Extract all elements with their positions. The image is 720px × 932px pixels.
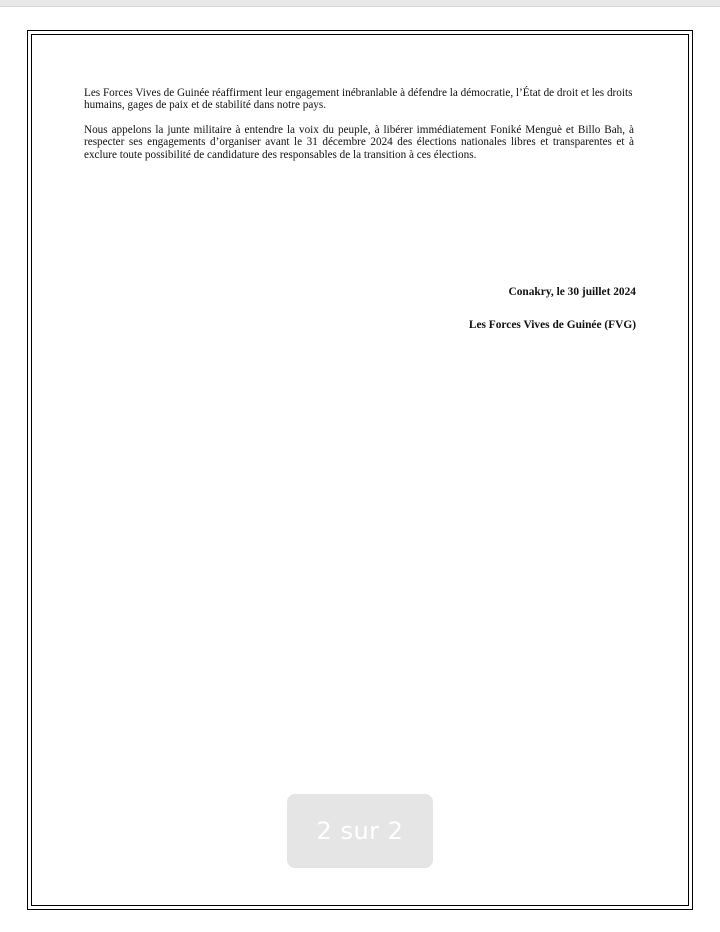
signature-organization: Les Forces Vives de Guinée (FVG) [468, 319, 636, 331]
paragraph-commitment: Les Forces Vives de Guinée réaffirment leur engagement inébranlable à défendre la démocratie, l’État de droit et les droits humains, gages de paix et de stabilité dans notre pays. [84, 87, 633, 112]
paragraph-appeal: Nous appelons la junte militaire à entendre la voix du peuple, à libérer immédiatement Foniké Menguè et Billo Bah, à respecter ses engagements d’organiser avant le 31 décembre 2024 des élections nationales libres et transparentes et à exclure toute possibilité de candidature des responsables de la transition à ces élections. [84, 123, 634, 161]
viewer-top-edge [0, 0, 720, 7]
signature-date: Conakry, le 30 juillet 2024 [508, 286, 636, 298]
page-indicator: 2 sur 2 [287, 794, 433, 868]
page-content [84, 87, 634, 173]
document-page [27, 30, 693, 910]
